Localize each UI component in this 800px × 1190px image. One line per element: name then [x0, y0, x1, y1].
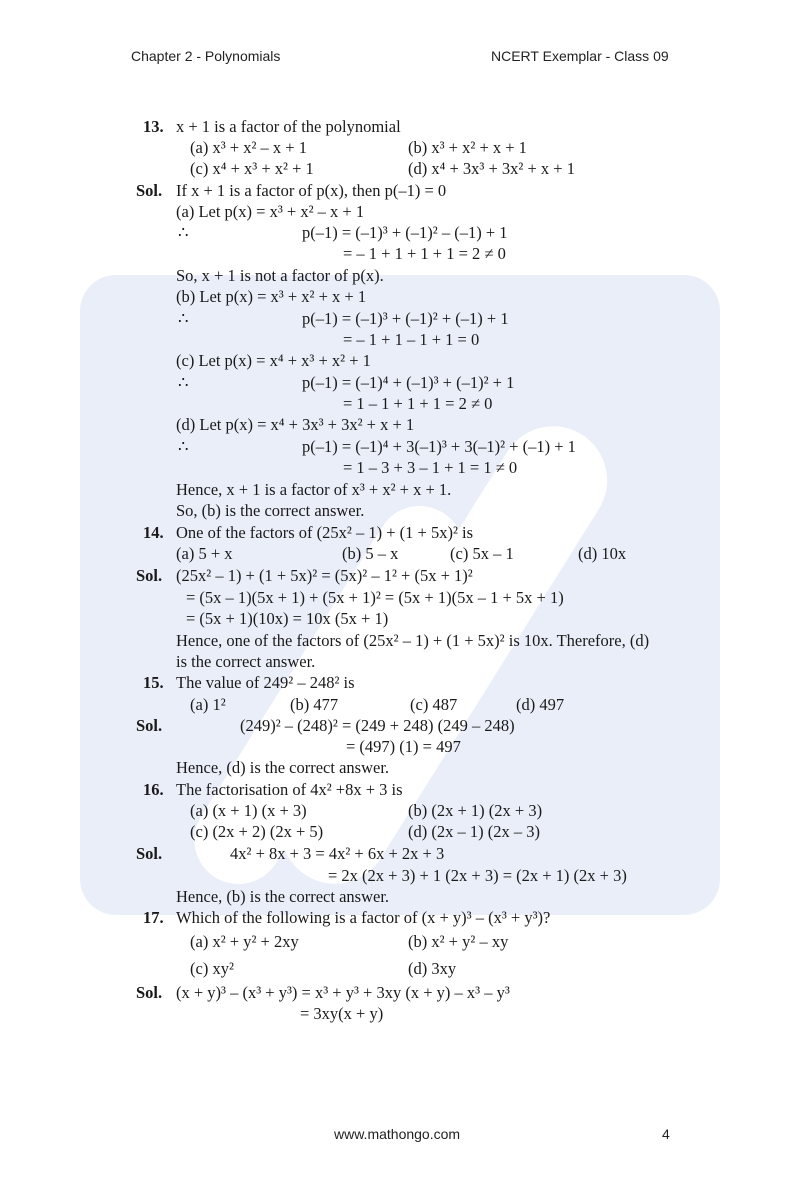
therefore-symbol: ∴: [178, 437, 189, 456]
solution-line: = – 1 + 1 – 1 + 1 = 0: [343, 330, 480, 349]
option-c: (c) xy²: [190, 959, 234, 978]
solution-line: p(–1) = (–1)³ + (–1)² + (–1) + 1: [302, 309, 509, 328]
question-stem: The factorisation of 4x² +8x + 3 is: [176, 780, 403, 799]
solution-line: (d) Let p(x) = x⁴ + 3x³ + 3x² + x + 1: [176, 415, 415, 434]
header-chapter: Chapter 2 - Polynomials: [131, 48, 281, 64]
option-a: (a) x² + y² + 2xy: [190, 932, 299, 951]
option-b: (b) 477: [290, 695, 339, 714]
solution-line: (25x² – 1) + (1 + 5x)² = (5x)² – 1² + (5x + 1)²: [176, 566, 473, 585]
therefore-symbol: ∴: [178, 309, 189, 328]
option-b: (b) 5 – x: [342, 544, 399, 563]
option-d: (d) 3xy: [408, 959, 457, 978]
question-stem: The value of 249² – 248² is: [176, 673, 355, 692]
solution-line: So, x + 1 is not a factor of p(x).: [176, 266, 384, 285]
option-c: (c) 487: [410, 695, 458, 714]
solution-label: Sol.: [136, 716, 163, 735]
solution-line: = (497) (1) = 497: [346, 737, 461, 756]
option-d: (d) 497: [516, 695, 565, 714]
option-c: (c) x⁴ + x³ + x² + 1: [190, 159, 314, 178]
solution-line: = 3xy(x + y): [300, 1004, 384, 1023]
solution-line: = 2x (2x + 3) + 1 (2x + 3) = (2x + 1) (2x + 3): [328, 866, 627, 885]
solution-line: Hence, one of the factors of (25x² – 1) + (1 + 5x)² is 10x. Therefore, (d): [176, 631, 650, 650]
question-number: 13.: [143, 117, 164, 136]
solution-line: = (5x + 1)(10x) = 10x (5x + 1): [186, 609, 389, 628]
solution-line: 4x² + 8x + 3 = 4x² + 6x + 2x + 3: [230, 844, 445, 863]
option-a: (a) 1²: [190, 695, 226, 714]
question-number: 14.: [143, 523, 164, 542]
option-a: (a) (x + 1) (x + 3): [190, 801, 307, 820]
solution-line: If x + 1 is a factor of p(x), then p(–1) = 0: [176, 181, 447, 200]
option-d: (d) x⁴ + 3x³ + 3x² + x + 1: [408, 159, 575, 178]
option-c: (c) 5x – 1: [450, 544, 514, 563]
solution-label: Sol.: [136, 983, 163, 1002]
option-b: (b) x³ + x² + x + 1: [408, 138, 527, 157]
solution-line: (b) Let p(x) = x³ + x² + x + 1: [176, 287, 367, 306]
option-c: (c) (2x + 2) (2x + 5): [190, 822, 324, 841]
option-b: (b) (2x + 1) (2x + 3): [408, 801, 543, 820]
question-stem: One of the factors of (25x² – 1) + (1 + 5x)² is: [176, 523, 474, 542]
solution-answer: Hence, (d) is the correct answer.: [176, 758, 390, 777]
option-d: (d) 10x: [578, 544, 627, 563]
header-class: NCERT Exemplar - Class 09: [491, 48, 669, 64]
solution-line: = 1 – 1 + 1 + 1 = 2 ≠ 0: [343, 394, 493, 413]
solution-label: Sol.: [136, 566, 163, 585]
solution-line: p(–1) = (–1)⁴ + (–1)³ + (–1)² + 1: [302, 373, 515, 392]
solution-line: = 1 – 3 + 3 – 1 + 1 = 1 ≠ 0: [343, 458, 518, 477]
solution-line: = – 1 + 1 + 1 + 1 = 2 ≠ 0: [343, 244, 506, 263]
option-b: (b) x² + y² – xy: [408, 932, 509, 951]
question-stem: x + 1 is a factor of the polynomial: [176, 117, 401, 136]
solution-label: Sol.: [136, 181, 163, 200]
question-stem: Which of the following is a factor of (x + y)³ – (x³ + y³)?: [176, 908, 551, 927]
solution-label: Sol.: [136, 844, 163, 863]
solution-answer: So, (b) is the correct answer.: [176, 501, 365, 520]
solution-line: (x + y)³ – (x³ + y³) = x³ + y³ + 3xy (x + y) – x³ – y³: [176, 983, 510, 1002]
footer-website: www.mathongo.com: [334, 1126, 461, 1142]
solution-answer: is the correct answer.: [176, 652, 316, 671]
solution-line: (a) Let p(x) = x³ + x² – x + 1: [176, 202, 365, 221]
option-d: (d) (2x – 1) (2x – 3): [408, 822, 540, 841]
therefore-symbol: ∴: [178, 373, 189, 392]
footer-page-number: 4: [662, 1126, 670, 1142]
solution-line: Hence, x + 1 is a factor of x³ + x² + x + 1.: [176, 480, 452, 499]
option-a: (a) x³ + x² – x + 1: [190, 138, 307, 157]
solution-line: = (5x – 1)(5x + 1) + (5x + 1)² = (5x + 1)(5x – 1 + 5x + 1): [186, 588, 564, 607]
therefore-symbol: ∴: [178, 223, 189, 242]
question-number: 16.: [143, 780, 164, 799]
solution-line: (c) Let p(x) = x⁴ + x³ + x² + 1: [176, 351, 371, 370]
solution-line: (249)² – (248)² = (249 + 248) (249 – 248): [240, 716, 515, 735]
question-number: 17.: [143, 908, 164, 927]
solution-answer: Hence, (b) is the correct answer.: [176, 887, 390, 906]
question-number: 15.: [143, 673, 164, 692]
solution-line: p(–1) = (–1)³ + (–1)² – (–1) + 1: [302, 223, 508, 242]
option-a: (a) 5 + x: [176, 544, 233, 563]
solution-line: p(–1) = (–1)⁴ + 3(–1)³ + 3(–1)² + (–1) + 1: [302, 437, 576, 456]
